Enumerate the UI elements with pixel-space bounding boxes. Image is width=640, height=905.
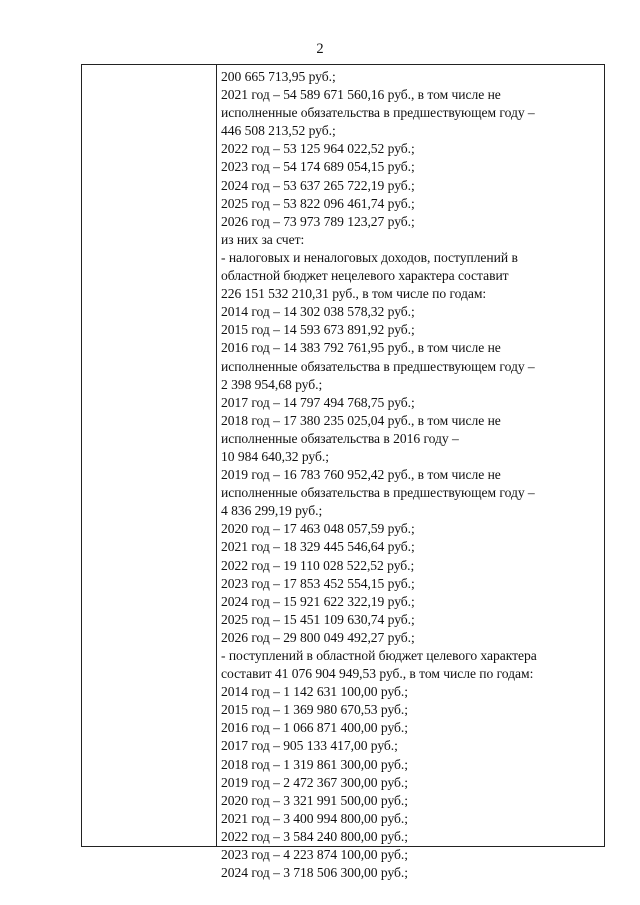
text-line: 2023 год – 17 853 452 554,15 руб.; <box>221 575 415 591</box>
text-line: 2025 год – 15 451 109 630,74 руб.; <box>221 611 415 627</box>
text-line: - поступлений в областной бюджет целевого характера <box>221 648 537 663</box>
text-line: 2021 год – 54 589 671 560,16 руб., в том числе не <box>221 87 501 103</box>
text-line: 2023 год – 54 174 689 054,15 руб.; <box>221 159 415 175</box>
text-line: 2022 год – 3 584 240 800,00 руб.; <box>221 828 408 844</box>
text-line: 2017 год – 14 797 494 768,75 руб.; <box>221 394 415 410</box>
text-line: 2024 год – 53 637 265 722,19 руб.; <box>221 177 415 193</box>
text-line: 2 398 954,68 руб.; <box>221 376 323 392</box>
text-line: 2023 год – 4 223 874 100,00 руб.; <box>221 847 408 863</box>
column-divider <box>216 65 217 846</box>
text-line: из них за счет: <box>221 231 305 247</box>
text-line: 2022 год – 19 110 028 522,52 руб.; <box>221 557 415 573</box>
text-line: 2019 год – 2 472 367 300,00 руб.; <box>221 774 408 790</box>
text-line: 2018 год – 17 380 235 025,04 руб., в том числе не <box>221 412 501 428</box>
text-line: 2014 год – 1 142 631 100,00 руб.; <box>221 684 408 700</box>
text-line: 226 151 532 210,31 руб., в том числе по годам: <box>221 286 487 302</box>
text-line: 2020 год – 3 321 991 500,00 руб.; <box>221 792 408 808</box>
text-line: 2021 год – 3 400 994 800,00 руб.; <box>221 810 408 826</box>
page-number: 2 <box>316 41 324 57</box>
text-line: 200 665 713,95 руб.; <box>221 69 336 84</box>
text-line: областной бюджет нецелевого характера составит <box>221 268 509 284</box>
text-line: 10 984 640,32 руб.; <box>221 448 329 464</box>
text-line: 2024 год – 15 921 622 322,19 руб.; <box>221 593 415 609</box>
text-line: 2016 год – 14 383 792 761,95 руб., в том числе не <box>221 340 501 356</box>
text-line: 2016 год – 1 066 871 400,00 руб.; <box>221 720 408 736</box>
text-line: - налоговых и неналоговых доходов, поступлений в <box>221 249 518 265</box>
text-line: 2014 год – 14 302 038 578,32 руб.; <box>221 304 415 320</box>
text-line: 2015 год – 1 369 980 670,53 руб.; <box>221 702 408 718</box>
text-line: 4 836 299,19 руб.; <box>221 503 323 519</box>
text-line: исполненные обязательства в предшествующем году – <box>221 358 535 374</box>
text-line: 2022 год – 53 125 964 022,52 руб.; <box>221 141 415 157</box>
text-line: 2026 год – 73 973 789 123,27 руб.; <box>221 213 415 229</box>
text-line: 2019 год – 16 783 760 952,42 руб., в том числе не <box>221 467 501 483</box>
text-line: составит 41 076 904 949,53 руб., в том числе по годам: <box>221 666 534 682</box>
text-line: 446 508 213,52 руб.; <box>221 123 336 139</box>
text-line: 2015 год – 14 593 673 891,92 руб.; <box>221 322 415 338</box>
text-line: 2025 год – 53 822 096 461,74 руб.; <box>221 195 415 211</box>
text-line: 2021 год – 18 329 445 546,64 руб.; <box>221 539 415 555</box>
text-line: 2024 год – 3 718 506 300,00 руб.; <box>221 865 408 881</box>
text-line: исполненные обязательства в 2016 году – <box>221 430 459 446</box>
text-line: 2026 год – 29 800 049 492,27 руб.; <box>221 629 415 645</box>
table-content-cell <box>221 68 601 882</box>
text-line: исполненные обязательства в предшествующем году – <box>221 105 535 121</box>
text-line: 2018 год – 1 319 861 300,00 руб.; <box>221 756 408 772</box>
text-line: 2017 год – 905 133 417,00 руб.; <box>221 738 398 754</box>
document-table <box>81 64 605 881</box>
text-line: 2020 год – 17 463 048 057,59 руб.; <box>221 521 415 537</box>
text-line: исполненные обязательства в предшествующем году – <box>221 485 535 501</box>
